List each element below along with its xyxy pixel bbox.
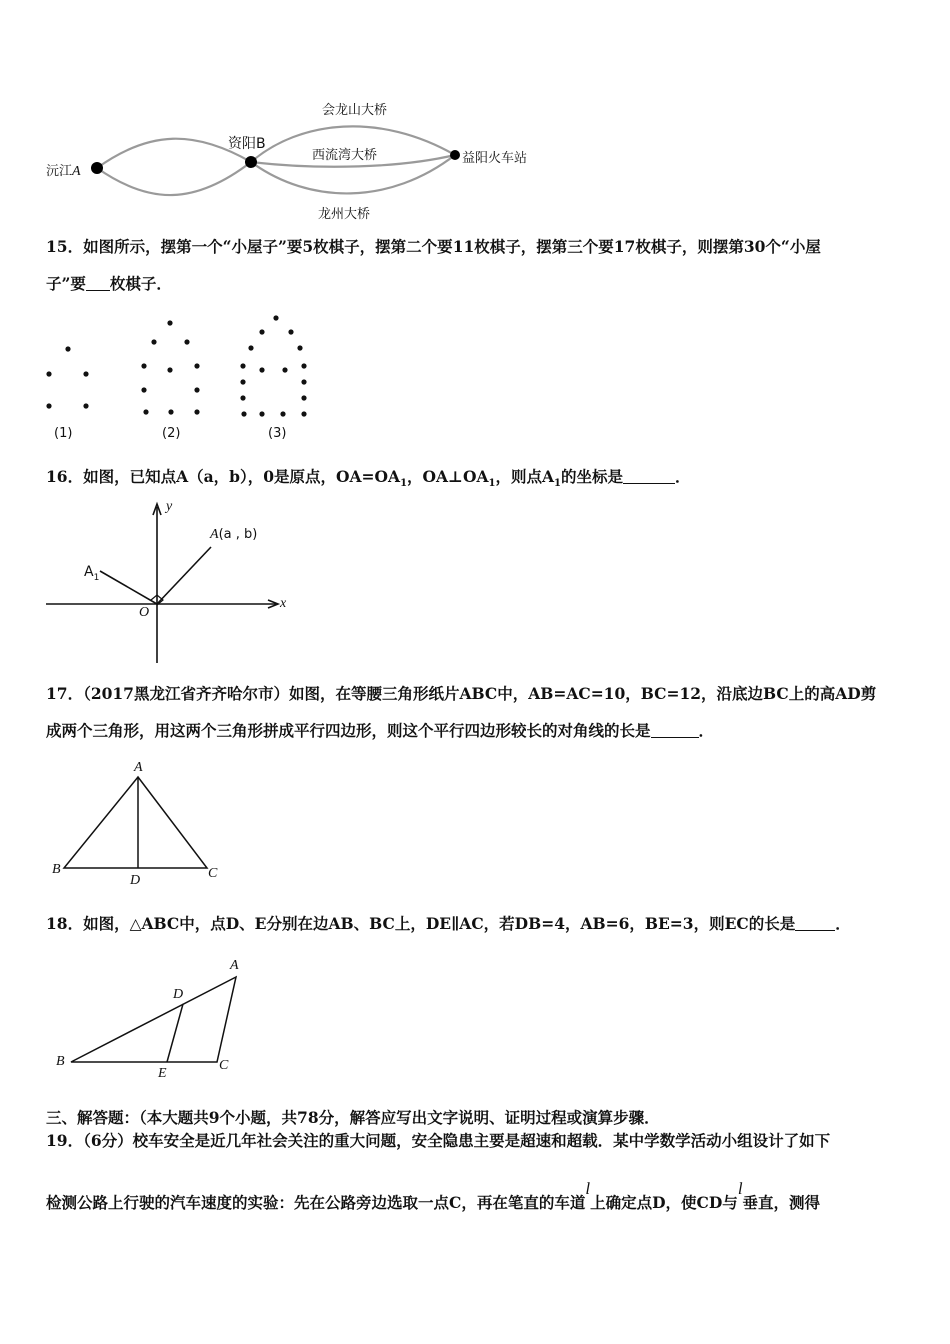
point-b-dot [245,156,257,168]
q17-c-label: C [208,866,218,881]
route-figure [0,0,560,230]
q17-triangle-figure [0,760,240,890]
q16-o-label: O [139,605,150,620]
q15-dot-figure [0,310,330,440]
q17-b-label: B [52,862,61,877]
q15-label-1: (1) [54,426,73,441]
q16-a-label: A(a , b) [210,527,258,542]
q18-e-label: E [158,1066,167,1081]
segment-de [167,1004,183,1062]
label-bridge-bottom: 龙州大桥 [318,207,371,222]
route-a-b-lower [97,162,251,195]
q15-blank [86,274,110,291]
q18-c-label: C [219,1058,229,1073]
q17-blank [651,721,699,738]
q16-y-label: y [166,499,173,514]
q16-text: 16．如图，已知点A（a，b），0是原点，$OA=OA_1$，$OA\perp OA_1$，则点$A_1$的坐标是 ． [46,467,691,490]
label-middle: 资阳B [228,136,266,152]
q18-b-label: B [56,1054,65,1069]
label-end: 益阳火车站 [462,151,528,166]
segment-oa [157,547,211,604]
q17-d-label: D [130,873,141,888]
triangle-abc [64,777,207,868]
q16-blank [623,467,675,484]
q16-x-label: x [280,596,287,611]
q17-a-label: A [134,760,143,775]
q18-text: 18．如图，△ABC中，点D、E分别在边AB、BC上，DE∥AC，若DB=4，AB=6，BE=3，则EC的长是 ． [46,914,851,933]
segment-oa1 [100,571,157,604]
station-dot [450,150,460,160]
label-bridge-top: 会龙山大桥 [322,103,388,118]
q15-line2: 子”要 枚棋子． [46,274,172,293]
label-bridge-mid: 西流湾大桥 [312,148,378,163]
q18-a-label: A [230,958,239,973]
q18-d-label: D [173,987,184,1002]
q19-line1: 19．（6分）校车安全是近几年社会关注的重大问题，安全隐患主要是超速和超载．某中学数学活动小组设计了如下 [46,1131,831,1150]
q19-line2: 检测公路上行驶的汽车速度的实验：先在公路旁边选取一点C，再在笔直的车道l上确定点D，使CD与l垂直，测得 [46,1179,821,1212]
q16-axes-figure [0,495,320,670]
label-start: 沅江A [46,164,81,179]
triangle-abc [71,977,236,1062]
q18-blank [795,914,835,931]
q15-label-2: (2) [162,426,181,441]
q17-line1: 17．（2017黑龙江省齐齐哈尔市）如图，在等腰三角形纸片ABC中，AB=AC=10，BC=12，沿底边BC上的高AD剪 [46,684,877,703]
point-a-dot [91,162,103,174]
q15-line1: 15．如图所示，摆第一个“小屋子”要5枚棋子，摆第二个要11枚棋子，摆第三个要17枚棋子，则摆第30个“小屋 [46,237,821,256]
q17-line2: 成两个三角形，用这两个三角形拼成平行四边形，则这个平行四边形较长的对角线的长是 ． [46,721,715,740]
q16-a1-label: $A_1$ [84,564,100,583]
section3-heading: 三、解答题：（本大题共9个小题，共78分，解答应写出文字说明、证明过程或演算步骤． [46,1108,660,1127]
q15-label-3: (3) [268,426,287,441]
